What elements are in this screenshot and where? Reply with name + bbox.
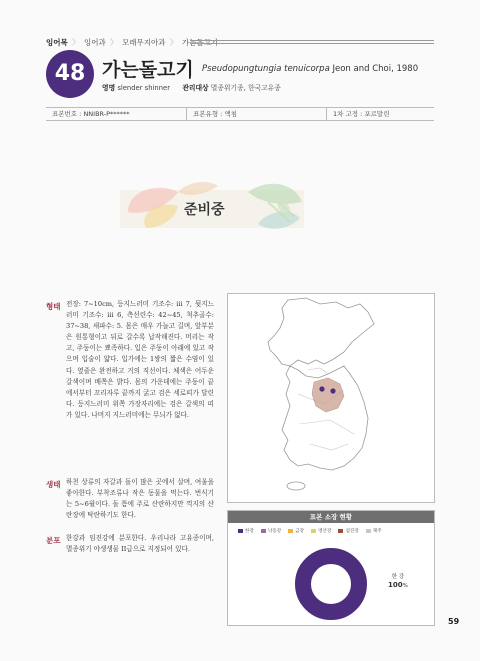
species-title: 가는돌고기 xyxy=(102,59,194,81)
specimen-number: 표본번호 : NNIBR-P****** xyxy=(52,110,130,118)
chart-title: 표본 소장 현황 xyxy=(228,511,434,523)
breadcrumb-species: 가는돌고기 xyxy=(181,38,219,47)
specimen-info-bar xyxy=(46,107,434,121)
image-placeholder-text: 준비중 xyxy=(184,202,225,218)
section-label-distribution: 분포 xyxy=(46,536,61,545)
section-text-morphology: 전장: 7~10cm, 등지느러미 기조수: iii 7, 뒷지느러미 기조수: iii 6, 측선린수: 42~45, 척추골수: 37~38, 새파수: 5. 몸은 매우 가늘고 길며, 앞부분은 원통형이고 뒤로 갈수록 납작해진다. 머리는 작고, 주둥이는 뾰족하다. 입은 주둥이 아래에 있고 작으며 입술이 얇다. 입가에는 1쌍의 짧은 수염이 있다. 옆줄은 완전하고 거의 직선이다. 체색은 어두운 갈색이며 배쪽은 밝다. 몸의 가운데에는 주둥이 끝에서부터 꼬리자루 끝까지 굵고 검은 세로띠가 달린다. 등지느러미 위쪽 가장자리에는 검은 갈색의 띠가 있다. 나머지 지느러미에는 무늬가 없다. xyxy=(66,300,214,419)
korea-map-graphic xyxy=(228,294,434,502)
header-divider xyxy=(190,40,434,44)
english-name-label: 영명 xyxy=(102,84,116,92)
pie-label-unit: % xyxy=(402,583,408,589)
breadcrumb-separator: 〉 xyxy=(169,38,178,47)
section-label-morphology: 형태 xyxy=(46,302,61,311)
specimen-fixation: 1차 고정 : 포르말린 xyxy=(326,108,434,120)
breadcrumb-separator: 〉 xyxy=(72,38,80,47)
breadcrumb-subfamily[interactable]: 모래무지아과 xyxy=(122,38,166,47)
scientific-name xyxy=(202,64,418,74)
breadcrumb-separator: 〉 xyxy=(110,38,118,47)
legend-label: 제주 xyxy=(372,529,382,534)
legend-label: 낙동강 xyxy=(267,529,282,534)
species-meta xyxy=(102,82,281,92)
breadcrumb-family[interactable]: 잉어과 xyxy=(84,38,106,47)
page-number: 59 xyxy=(448,617,460,626)
specimen-type: 표본유형 : 액침 xyxy=(186,108,326,120)
category-label: 관리대상 xyxy=(182,84,209,92)
scientific-name-author: Jeon and Choi, 1980 xyxy=(329,64,419,74)
pie-label-name: 한 강 xyxy=(391,574,405,580)
section-label-ecology: 생태 xyxy=(46,480,61,489)
distribution-map xyxy=(227,293,435,503)
legend-label: 금강 xyxy=(295,529,305,534)
legend-label: 한강 xyxy=(245,529,254,534)
section-text-ecology: 하천 상류의 자갈과 돌이 많은 곳에서 살며, 여울을 좋아한다. 부착조류나 작은 동물을 먹는다. 번식기는 5~6월이다. 돌 틈에 주로 산란하지만 꺽지의 산란장에 탁란하기도 한다. xyxy=(66,478,214,520)
category-value: 멸종위기종, 한국고유종 xyxy=(210,84,281,92)
legend-label: 섬진강 xyxy=(345,529,359,534)
english-name-value: slender shinner xyxy=(117,84,171,92)
pie-label-value: 100 xyxy=(388,581,403,589)
pie-data-label xyxy=(388,573,408,590)
pie-slice-0 xyxy=(303,556,359,612)
species-number-badge: 48 xyxy=(46,50,94,98)
breadcrumb-order[interactable]: 잉어목 xyxy=(46,38,68,47)
scientific-name-binomial: Pseudopungtungia tenuicorpa xyxy=(202,64,330,74)
legend-label: 영산강 xyxy=(318,529,332,534)
specimen-chart xyxy=(227,510,435,626)
pie-chart xyxy=(228,511,434,627)
section-text-distribution: 한강과 임진강에 분포한다. 우리나라 고유종이며, 멸종위기 야생생물 II급으로 지정되어 있다. xyxy=(66,534,214,554)
